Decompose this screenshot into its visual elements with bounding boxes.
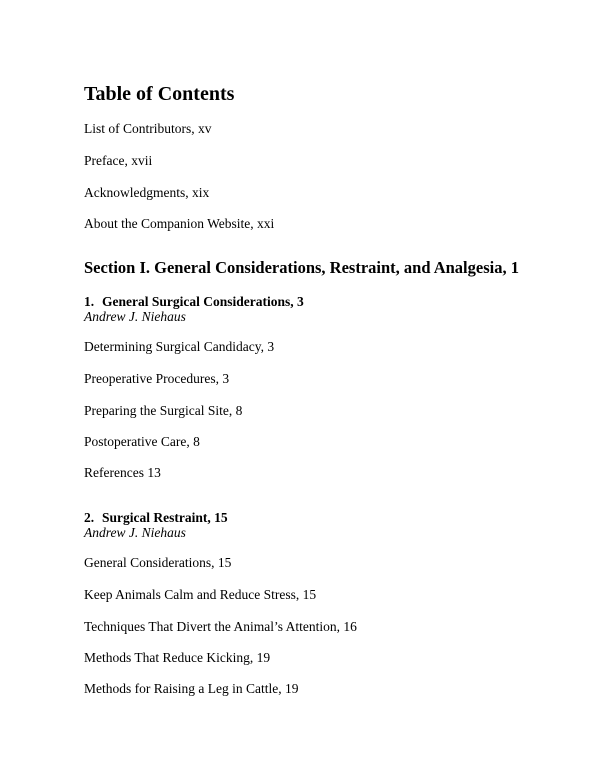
toc-entry-acknowledgments: Acknowledgments, xix (84, 185, 210, 200)
toc-entry: Methods for Raising a Leg in Cattle, 19 (84, 681, 299, 696)
chapter-2-author: Andrew J. Niehaus (84, 525, 186, 540)
chapter-1-author: Andrew J. Niehaus (84, 309, 186, 324)
chapter-2-title-text: Surgical Restraint, 15 (102, 510, 228, 525)
toc-entry: General Considerations, 15 (84, 555, 232, 570)
toc-entry: References 13 (84, 465, 161, 480)
toc-entry: Determining Surgical Candidacy, 3 (84, 339, 275, 354)
section-heading: Section I. General Considerations, Restraint, and Analgesia, 1 (84, 258, 519, 277)
toc-entry: Postoperative Care, 8 (84, 434, 200, 449)
toc-entry: Preparing the Surgical Site, 8 (84, 403, 243, 418)
page-title: Table of Contents (84, 83, 235, 105)
toc-entry-preface: Preface, xvii (84, 153, 153, 168)
document-page (84, 0, 564, 776)
toc-entry: Techniques That Divert the Animal’s Attention, 16 (84, 619, 357, 634)
chapter-2-title (84, 511, 228, 525)
toc-entry-contributors: List of Contributors, xv (84, 121, 212, 136)
toc-entry: Preoperative Procedures, 3 (84, 371, 230, 386)
chapter-1-title-text: General Surgical Considerations, 3 (102, 294, 304, 309)
chapter-2-number: 2. (84, 510, 95, 525)
toc-entry: Methods That Reduce Kicking, 19 (84, 650, 271, 665)
toc-entry-companion-website: About the Companion Website, xxi (84, 216, 275, 231)
chapter-1-number: 1. (84, 294, 95, 309)
toc-entry: Keep Animals Calm and Reduce Stress, 15 (84, 587, 317, 602)
chapter-1-title (84, 295, 304, 309)
